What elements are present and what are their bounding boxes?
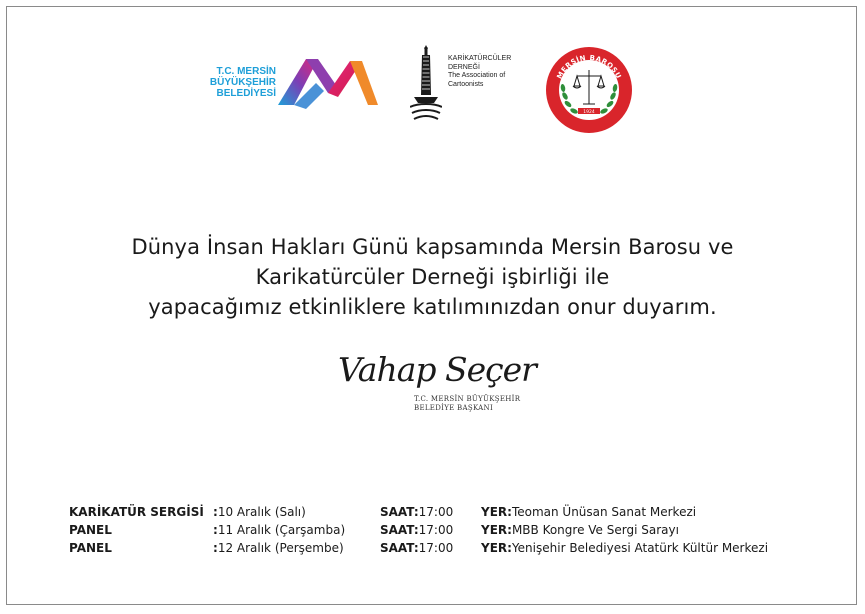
message-line: yapacağımız etkinliklere katılımınızdan onur duyarım. [148,295,717,319]
time-label: SAAT: [380,523,419,537]
baro-year: 1924 [583,110,595,115]
karikaturculer-dernegi-logo [410,45,530,121]
mbb-m-mark-icon [276,55,380,113]
event-date-value: 10 Aralık (Salı) [217,505,306,519]
mbb-logo-line: BELEDİYESİ [216,88,276,99]
signature-name: Vahap Seçer [338,350,536,389]
signature-title-line: T.C. MERSİN BÜYÜKŞEHİR [414,395,521,403]
event-place [481,505,696,519]
event-name: KARİKATÜR SERGİSİ [69,505,204,519]
kd-logo-line: DERNEĞİ [448,63,480,71]
schedule-row [69,523,829,541]
event-place-value: Teoman Ünüsan Sanat Merkezi [511,505,697,519]
mersin-barosu-seal-icon [545,46,633,134]
event-date: :12 Aralık (Perşembe) [213,541,344,555]
baro-arc-text: MERSİN BAROSU [555,53,623,81]
event-place [481,523,679,537]
place-label: YER: [481,505,512,519]
mbb-logo-line: BÜYÜKŞEHİR [209,77,276,88]
event-time-value: 17:00 [418,523,454,537]
message-line: Dünya İnsan Hakları Günü kapsamında Mersin Barosu ve [131,235,734,259]
kd-logo-line: The Association of [448,72,506,79]
event-date: :10 Aralık (Salı) [213,505,306,519]
kd-logo-line: KARİKATÜRCÜLER [448,55,512,62]
time-label: SAAT: [380,505,419,519]
invitation-message [60,232,805,322]
place-label: YER: [481,523,512,537]
mbb-logo-text [206,66,276,99]
event-date-value: 12 Aralık (Perşembe) [217,541,344,555]
time-label: SAAT: [380,541,419,555]
mbb-logo-line: T.C. MERSİN [216,66,276,77]
event-name: PANEL [69,541,112,555]
event-date-value: 11 Aralık (Çarşamba) [217,523,346,537]
place-label: YER: [481,541,512,555]
event-place-value: Yenişehir Belediyesi Atatürk Kültür Merkezi [511,541,769,555]
event-place-value: MBB Kongre Ve Sergi Sarayı [511,523,679,537]
event-date: :11 Aralık (Çarşamba) [213,523,346,537]
mersin-buyuksehir-logo [206,55,378,113]
message-line: Karikatürcüler Derneği işbirliği ile [255,265,610,289]
kd-logo-line: Cartoonists [448,80,484,88]
event-name: PANEL [69,523,112,537]
signature-title [414,395,520,413]
event-schedule [69,505,829,559]
event-time [380,541,453,555]
event-time-value: 17:00 [418,505,454,519]
schedule-row [69,505,829,523]
event-time-value: 17:00 [418,541,454,555]
signature-title-line: BELEDİYE BAŞKANI [414,404,494,412]
event-time [380,505,453,519]
schedule-row [69,541,829,559]
kd-logo-text [448,55,511,89]
event-time [380,523,453,537]
event-place [481,541,768,555]
pencil-tower-icon [410,45,442,121]
